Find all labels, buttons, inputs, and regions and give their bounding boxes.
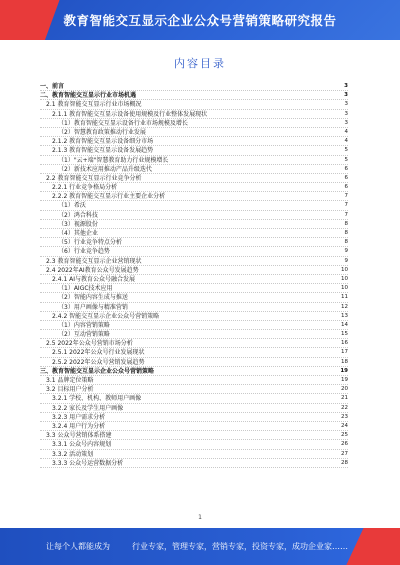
toc-entry[interactable]	[40, 459, 348, 468]
toc-entry-text: （4）其他企业	[58, 230, 98, 237]
toc-entry[interactable]	[40, 201, 348, 210]
toc-entry-page: 6	[344, 165, 348, 172]
toc-entry-page: 8	[344, 220, 348, 227]
toc-entry-text: 2.4.2 智能交互显示企业公众号营销策略	[52, 312, 160, 320]
toc-entry-page: 18	[341, 358, 348, 365]
toc-entry-text: 3.1 品牌定位策略	[46, 377, 94, 384]
toc-entry-text: 三、教育智能交互显示企业公众号营销策略	[40, 367, 155, 375]
toc-entry[interactable]	[40, 284, 348, 293]
toc-entry-page: 3	[344, 83, 348, 89]
toc-entry-page: 6	[344, 174, 348, 181]
toc-entry[interactable]	[40, 192, 348, 201]
toc-entry-text: （3）视源股份	[58, 220, 98, 228]
toc-entry[interactable]	[40, 422, 348, 431]
toc-title: 内容目录	[174, 57, 226, 70]
toc-entry-page: 19	[341, 377, 348, 383]
toc-entry[interactable]	[40, 348, 348, 357]
toc-entry[interactable]	[40, 358, 348, 367]
toc-entry-page: 17	[341, 349, 348, 356]
toc-entry-text: 一、前言	[40, 83, 65, 90]
toc-entry[interactable]	[40, 110, 348, 119]
toc-entry-text: （1）希沃	[58, 202, 86, 210]
footer-slogan: 让每个人都能成为	[46, 542, 110, 551]
toc-entry[interactable]	[40, 404, 348, 413]
toc-entry-page: 19	[340, 367, 348, 374]
toc-entry-page: 27	[341, 450, 348, 457]
toc-entry[interactable]	[40, 431, 348, 440]
toc-entry[interactable]	[40, 303, 348, 312]
toc-entry-text: （6）行业竞争趋势	[58, 248, 110, 256]
toc-entry[interactable]	[40, 238, 348, 247]
toc-entry[interactable]	[40, 440, 348, 449]
toc-entry-text: 3.3.1 公众号内容规划	[52, 441, 112, 449]
toc-entry-page: 8	[344, 230, 348, 236]
toc-entry-page: 10	[341, 285, 348, 292]
toc-entry-page: 28	[341, 459, 348, 466]
toc-entry[interactable]	[40, 229, 348, 238]
header-banner	[0, 0, 400, 40]
toc-entry-text: （1）内容营销策略	[58, 321, 110, 329]
toc-entry[interactable]	[40, 257, 348, 266]
toc-entry-page: 14	[341, 321, 348, 328]
toc-entry-text: （2）互动营销策略	[58, 331, 110, 339]
report-title: 教育智能交互显示企业公众号营销策略研究报告	[63, 13, 337, 28]
toc-entry[interactable]	[40, 156, 348, 165]
table-of-contents	[40, 82, 348, 468]
toc-entry[interactable]	[40, 339, 348, 348]
toc-entry[interactable]	[40, 119, 348, 128]
toc-entry[interactable]	[40, 450, 348, 459]
toc-entry-text: 2.1 教育智能交互显示行业市场概况	[46, 101, 142, 109]
footer-tagline: 行业专家，管理专家，营销专家，投资专家，成功企业家……	[132, 542, 348, 551]
toc-entry[interactable]	[40, 137, 348, 146]
toc-entry-text: （2）鸿合科技	[58, 211, 98, 219]
toc-entry-page: 24	[341, 422, 348, 429]
toc-entry-text: 3.2.1 学校、机构、教师用户画像	[52, 395, 142, 403]
toc-entry-page: 6	[344, 184, 348, 191]
toc-entry-text: 2.4.1 AI与教育公众号融合发展	[52, 275, 136, 283]
toc-entry-page: 7	[344, 193, 348, 200]
toc-entry-text: 2.1.3 教育智能交互显示设备发展趋势	[52, 147, 154, 155]
toc-entry-text: 2.5.2 2022年公众号营销发展趋势	[52, 358, 145, 366]
toc-entry[interactable]	[40, 128, 348, 137]
toc-entry-text: 2.2.2 教育智能交互显示行业主要企业分析	[52, 193, 166, 201]
toc-entry[interactable]	[40, 376, 348, 385]
toc-entry-text: （1）AIGC技术应用	[58, 285, 113, 293]
toc-entry-page: 5	[344, 147, 348, 154]
toc-entry-text: 2.1.1 教育智能交互显示设备使用规模及行业整体发展现状	[52, 110, 208, 118]
toc-entry-page: 21	[341, 395, 348, 402]
toc-entry-text: （1）教育智能交互显示设备行业市场规模及增长	[58, 119, 188, 127]
toc-entry-page: 22	[341, 404, 348, 411]
toc-entry-page: 25	[341, 432, 348, 439]
toc-entry-page: 4	[344, 128, 348, 135]
toc-entry-text: （2）新技术应用推动产品升级迭代	[58, 165, 152, 173]
toc-entry-text: （5）行业竞争特点分析	[58, 239, 122, 247]
toc-entry-text: 2.3 教育智能交互显示企业营销现状	[46, 257, 142, 265]
toc-entry-page: 5	[344, 156, 348, 163]
toc-entry-text: 3.3.2 活动策划	[52, 450, 94, 458]
toc-entry-page: 10	[341, 266, 348, 273]
toc-entry-text: 3.2.3 用户需求分析	[52, 413, 106, 421]
toc-entry[interactable]	[40, 100, 348, 109]
toc-entry-page: 12	[341, 303, 348, 310]
toc-entry[interactable]	[40, 293, 348, 302]
toc-entry[interactable]	[40, 211, 348, 220]
toc-entry-page: 3	[344, 110, 348, 117]
toc-entry[interactable]	[40, 220, 348, 229]
toc-entry-page: 3	[344, 92, 348, 99]
toc-entry-text: 3.3.3 公众号运营数据分析	[52, 459, 124, 467]
toc-entry[interactable]	[40, 183, 348, 192]
toc-entry-text: 二、教育智能交互显示行业市场机遇	[40, 92, 137, 100]
toc-entry-page: 23	[341, 413, 348, 420]
toc-entry-page: 20	[341, 386, 348, 393]
toc-entry-text: 2.2 教育智能交互显示行业竞争分析	[46, 174, 142, 182]
toc-entry[interactable]	[40, 146, 348, 155]
toc-entry[interactable]	[40, 385, 348, 394]
toc-entry[interactable]	[40, 394, 348, 403]
toc-entry[interactable]	[40, 321, 348, 330]
toc-entry-page: 16	[341, 340, 348, 347]
toc-entry-text: 3.2.4 用户行为分析	[52, 422, 106, 430]
toc-entry[interactable]	[40, 413, 348, 422]
toc-entry-page: 8	[344, 239, 348, 246]
toc-entry-text: （2）智能内容生成与推送	[58, 294, 128, 302]
toc-entry[interactable]	[40, 367, 348, 376]
toc-entry-page: 9	[344, 257, 348, 264]
toc-entry-page: 7	[344, 211, 348, 218]
footer-red-shape	[343, 528, 400, 565]
toc-entry-text: 3.3 公众号营销体系搭建	[46, 432, 112, 440]
toc-entry-text: 2.1.2 教育智能交互显示设备细分市场	[52, 138, 154, 146]
toc-entry[interactable]	[40, 165, 348, 174]
toc-entry[interactable]	[40, 266, 348, 275]
toc-entry[interactable]	[40, 275, 348, 284]
toc-entry[interactable]	[40, 82, 348, 91]
toc-entry-page: 9	[344, 248, 348, 255]
toc-entry-text: 2.2.1 行业竞争格局分析	[52, 184, 118, 192]
toc-entry-text: （3）用户画像与精准营销	[58, 303, 128, 311]
toc-entry-page: 10	[341, 275, 348, 282]
toc-entry-page: 4	[344, 138, 348, 145]
toc-entry-page: 13	[341, 312, 348, 319]
footer-banner	[0, 528, 400, 565]
toc-entry-page: 15	[341, 331, 348, 338]
toc-entry-text: 2.5.1 2022年公众号行业发展现状	[52, 349, 145, 357]
toc-entry[interactable]	[40, 330, 348, 339]
toc-entry-page: 11	[341, 294, 348, 301]
toc-entry-page: 7	[344, 202, 348, 209]
toc-entry-text: 3.2 目标用户分析	[46, 386, 94, 394]
toc-entry-page: 3	[344, 119, 348, 126]
toc-entry[interactable]	[40, 91, 348, 100]
toc-entry[interactable]	[40, 312, 348, 321]
toc-entry-text: （2）智慧教育政策推动行业发展	[58, 128, 146, 136]
page-number: 1	[198, 514, 202, 521]
toc-entry-text: 2.4 2022年AI教育公众号发展趋势	[46, 266, 139, 274]
toc-entry-page: 3	[344, 101, 348, 108]
toc-entry-text: （1）"云+端"智慧教育助力行业规模增长	[58, 156, 169, 164]
toc-entry-text: 2.5 2022年公众号营销市场分析	[46, 340, 133, 348]
toc-entry[interactable]	[40, 247, 348, 256]
toc-entry[interactable]	[40, 174, 348, 183]
toc-entry-page: 26	[341, 441, 348, 448]
toc-entry-text: 3.2.2 家长及学生用户画像	[52, 404, 124, 412]
